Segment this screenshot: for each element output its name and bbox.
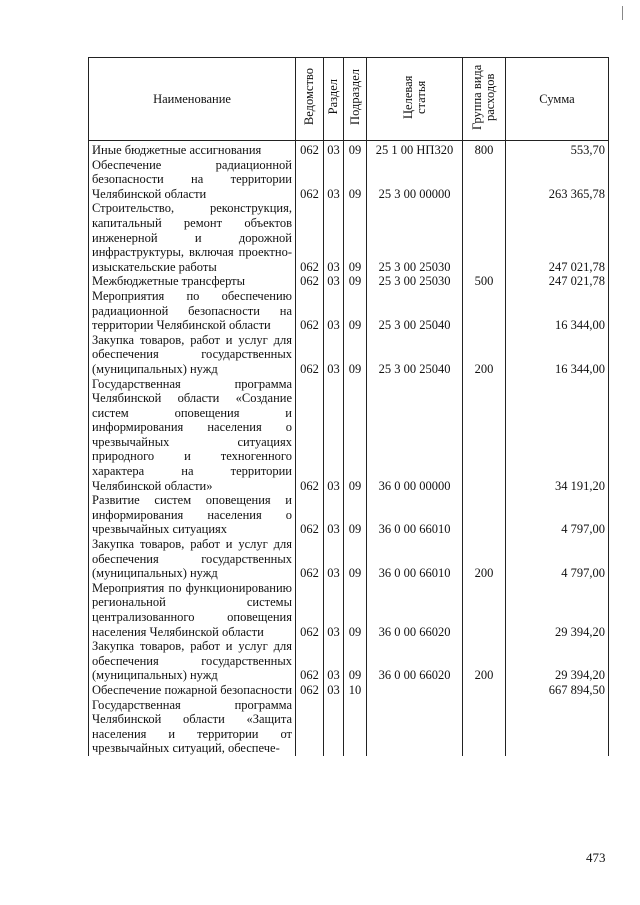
cell-target: 36 0 00 66010 — [367, 537, 463, 581]
cell-section: 03 — [324, 289, 344, 333]
cell-dept: 062 — [296, 493, 324, 537]
cell-target: 25 3 00 25040 — [367, 333, 463, 377]
cell-sum: 247 021,78 — [506, 274, 609, 289]
cell-group: 800 — [463, 141, 506, 158]
cell-name: Государственная программа Челябинской области «Защита населения и территории от чрезвычайных ситуаций, обеспече- — [89, 698, 296, 756]
table-row — [89, 377, 609, 494]
cell-name: Иные бюджетные ассигнования — [89, 141, 296, 158]
cell-dept: 062 — [296, 683, 324, 698]
table-row — [89, 639, 609, 683]
cell-section: 03 — [324, 493, 344, 537]
cell-dept: 062 — [296, 581, 324, 639]
cell-dept: 062 — [296, 274, 324, 289]
page-edge-mark — [622, 6, 623, 20]
cell-name: Мероприятия по функционированию региональной системы централизованного оповещения населения Челябинской области — [89, 581, 296, 639]
cell-sum — [506, 698, 609, 756]
cell-group — [463, 698, 506, 756]
header-dept: Ведомство — [296, 58, 324, 141]
cell-sum: 16 344,00 — [506, 333, 609, 377]
page-number: 473 — [586, 850, 606, 865]
table-header-row — [89, 58, 609, 141]
cell-section: 03 — [324, 201, 344, 274]
cell-sum: 247 021,78 — [506, 201, 609, 274]
cell-sum: 4 797,00 — [506, 493, 609, 537]
header-section: Раздел — [324, 58, 344, 141]
cell-subsection: 09 — [344, 158, 367, 202]
cell-group — [463, 289, 506, 333]
cell-subsection: 09 — [344, 289, 367, 333]
cell-target — [367, 698, 463, 756]
cell-name: Закупка товаров, работ и услуг для обеспечения государственных (муниципальных) нужд — [89, 537, 296, 581]
table-row — [89, 683, 609, 698]
table-row — [89, 201, 609, 274]
cell-name: Мероприятия по обеспечению радиационной безопасности на территории Челябинской области — [89, 289, 296, 333]
cell-sum: 553,70 — [506, 141, 609, 158]
header-sum: Сумма — [506, 58, 609, 141]
cell-section: 03 — [324, 158, 344, 202]
cell-name: Обеспечение радиационной безопасности на территории Челябинской области — [89, 158, 296, 202]
table-row — [89, 274, 609, 289]
cell-subsection: 09 — [344, 493, 367, 537]
cell-subsection: 09 — [344, 639, 367, 683]
cell-section: 03 — [324, 683, 344, 698]
cell-dept: 062 — [296, 289, 324, 333]
cell-sum: 29 394,20 — [506, 639, 609, 683]
cell-group — [463, 493, 506, 537]
cell-group — [463, 201, 506, 274]
cell-dept: 062 — [296, 639, 324, 683]
cell-subsection: 09 — [344, 201, 367, 274]
cell-subsection: 10 — [344, 683, 367, 698]
table-row — [89, 141, 609, 158]
cell-dept: 062 — [296, 158, 324, 202]
cell-group: 200 — [463, 333, 506, 377]
header-name: Наименование — [89, 58, 296, 141]
cell-dept: 062 — [296, 333, 324, 377]
cell-subsection: 09 — [344, 377, 367, 494]
cell-sum: 16 344,00 — [506, 289, 609, 333]
cell-subsection — [344, 698, 367, 756]
cell-section: 03 — [324, 274, 344, 289]
cell-dept: 062 — [296, 377, 324, 494]
cell-target: 36 0 00 66020 — [367, 581, 463, 639]
cell-subsection: 09 — [344, 333, 367, 377]
cell-name: Обеспечение пожарной безопасности — [89, 683, 296, 698]
cell-dept: 062 — [296, 537, 324, 581]
cell-sum: 34 191,20 — [506, 377, 609, 494]
cell-dept: 062 — [296, 141, 324, 158]
header-target: Целевая статья — [367, 58, 463, 141]
cell-target: 25 1 00 НП320 — [367, 141, 463, 158]
table-row — [89, 537, 609, 581]
cell-subsection: 09 — [344, 274, 367, 289]
cell-group: 200 — [463, 537, 506, 581]
cell-section: 03 — [324, 377, 344, 494]
cell-sum: 4 797,00 — [506, 537, 609, 581]
cell-subsection: 09 — [344, 581, 367, 639]
cell-sum: 667 894,50 — [506, 683, 609, 698]
cell-section: 03 — [324, 581, 344, 639]
table-row — [89, 333, 609, 377]
cell-section: 03 — [324, 537, 344, 581]
cell-section: 03 — [324, 141, 344, 158]
cell-target — [367, 683, 463, 698]
cell-target: 36 0 00 66010 — [367, 493, 463, 537]
cell-name: Государственная программа Челябинской области «Создание систем оповещения и информирования населения о чрезвычайных ситуациях природного и техногенного характера на территории Челябинской области» — [89, 377, 296, 494]
cell-name: Закупка товаров, работ и услуг для обеспечения государственных (муниципальных) нужд — [89, 639, 296, 683]
cell-section — [324, 698, 344, 756]
table-row — [89, 493, 609, 537]
cell-target: 25 3 00 25030 — [367, 201, 463, 274]
cell-sum: 263 365,78 — [506, 158, 609, 202]
cell-dept: 062 — [296, 201, 324, 274]
cell-target: 36 0 00 66020 — [367, 639, 463, 683]
cell-sum: 29 394,20 — [506, 581, 609, 639]
cell-subsection: 09 — [344, 537, 367, 581]
cell-section: 03 — [324, 639, 344, 683]
table-row — [89, 698, 609, 756]
cell-name: Строительство, реконструкция, капитальный ремонт объектов инженерной и дорожной инфраструктуры, включая проектно-изыскательские работы — [89, 201, 296, 274]
cell-target: 36 0 00 00000 — [367, 377, 463, 494]
budget-table — [88, 57, 609, 756]
cell-target: 25 3 00 25040 — [367, 289, 463, 333]
cell-group — [463, 158, 506, 202]
cell-group: 500 — [463, 274, 506, 289]
cell-dept — [296, 698, 324, 756]
cell-target: 25 3 00 00000 — [367, 158, 463, 202]
cell-group — [463, 377, 506, 494]
header-group: Группа вида расходов — [463, 58, 506, 141]
header-subsection: Подраздел — [344, 58, 367, 141]
cell-group: 200 — [463, 639, 506, 683]
table-row — [89, 289, 609, 333]
table-row — [89, 581, 609, 639]
cell-subsection: 09 — [344, 141, 367, 158]
cell-name: Межбюджетные трансферты — [89, 274, 296, 289]
table-row — [89, 158, 609, 202]
cell-group — [463, 581, 506, 639]
cell-name: Закупка товаров, работ и услуг для обеспечения государственных (муниципальных) нужд — [89, 333, 296, 377]
cell-target: 25 3 00 25030 — [367, 274, 463, 289]
cell-section: 03 — [324, 333, 344, 377]
cell-group — [463, 683, 506, 698]
cell-name: Развитие систем оповещения и информирования населения о чрезвычайных ситуациях — [89, 493, 296, 537]
